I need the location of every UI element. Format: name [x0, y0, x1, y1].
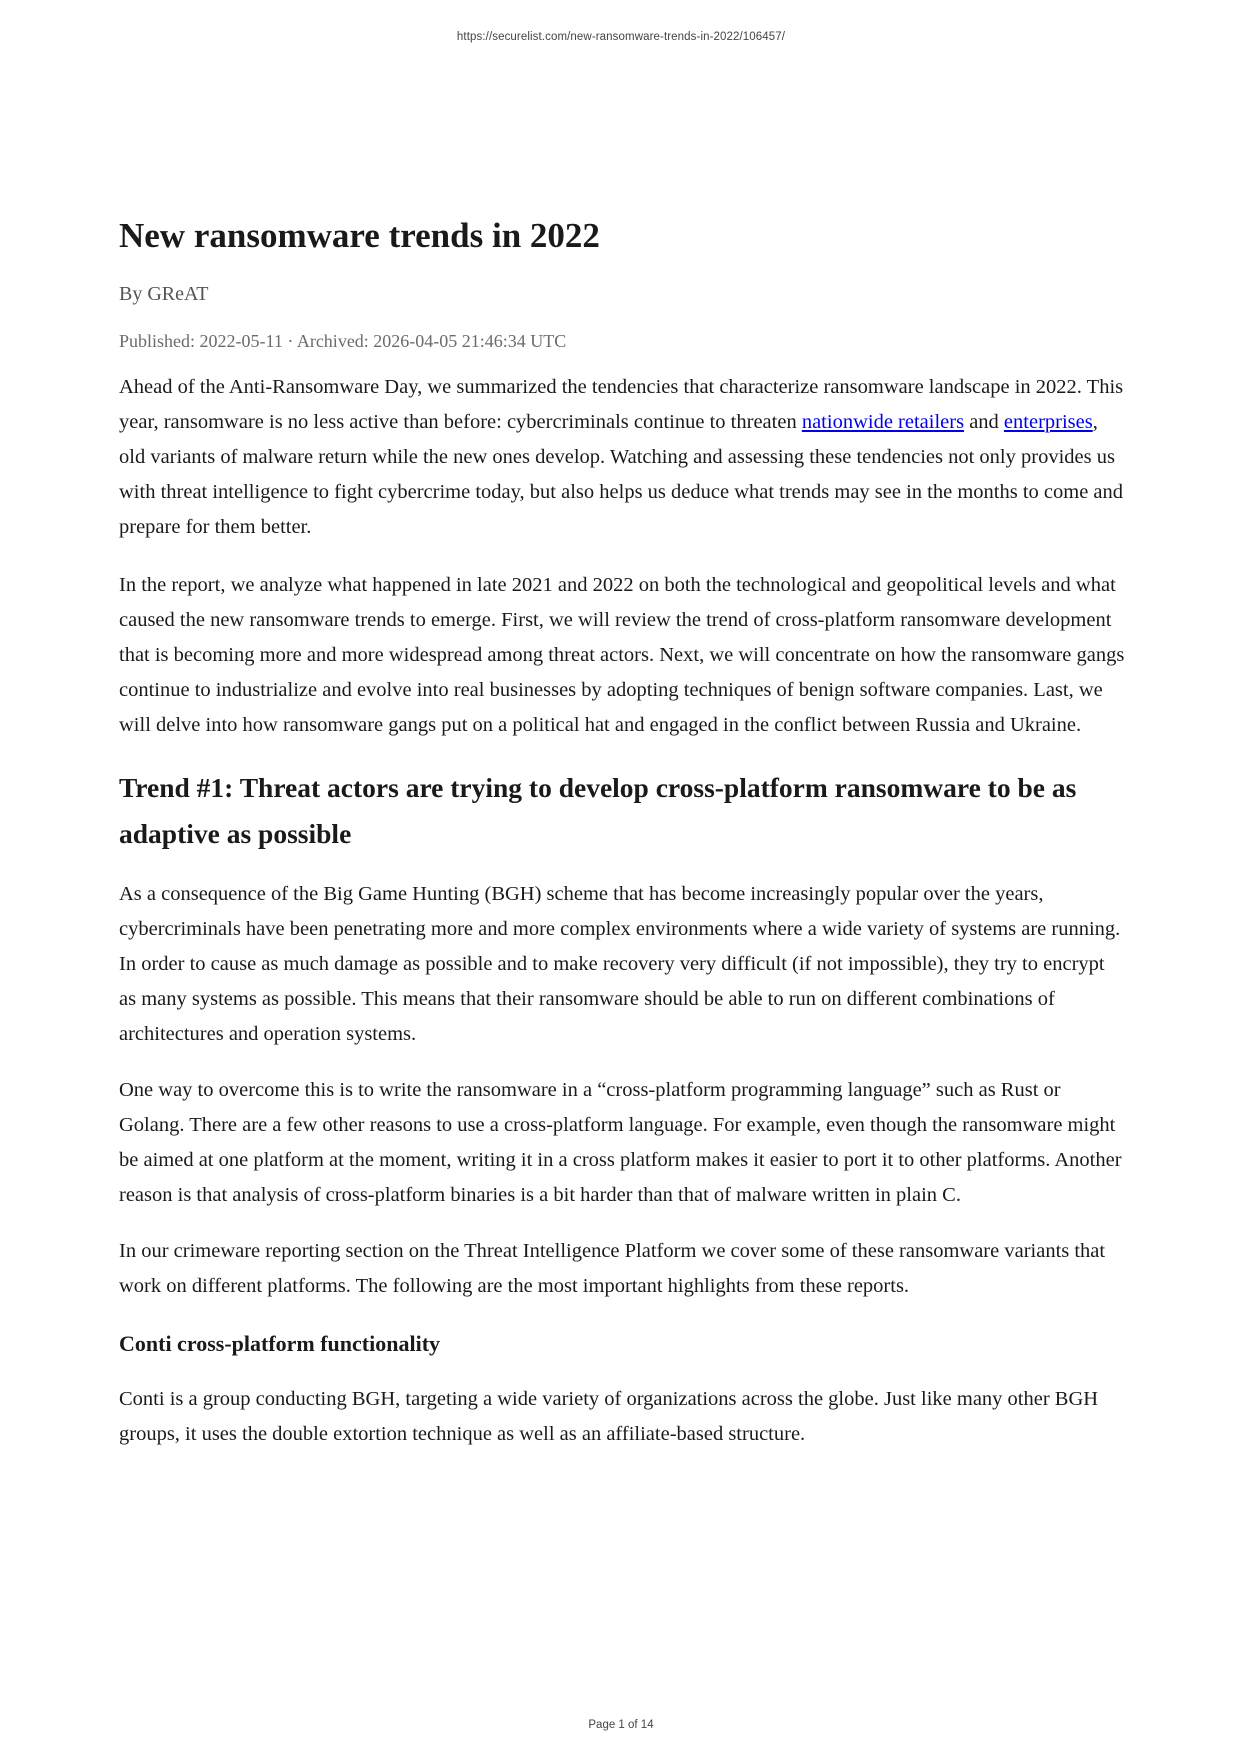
intro-text-1: Ahead of the Anti-Ransomware Day, we summarized the tendencies that characterize ransomware landscape in 2022. This year, ransomware is no less active than before: cybercriminals continue to threaten [119, 376, 1124, 433]
enterprises-link[interactable]: enterprises [1003, 411, 1093, 433]
conti-subheading: Conti cross-platform functionality [119, 1331, 441, 1356]
page-number: Page 1 of 14 [588, 1719, 654, 1731]
crimeware-reporting-paragraph: In our crimeware reporting section on the Threat Intelligence Platform we cover some of these ransomware variants that work on different platforms. The following are the most important highlights from these reports. [119, 1240, 1106, 1297]
article-byline: By GReAT [119, 283, 209, 305]
article [119, 212, 1125, 1452]
nationwide-retailers-link[interactable]: nationwide retailers [801, 411, 965, 433]
intro-paragraph [119, 370, 1125, 545]
trend-1-heading: Trend #1: Threat actors are trying to develop cross-platform ransomware to be as adaptive as possible [119, 772, 1077, 849]
conti-paragraph: Conti is a group conducting BGH, targeting a wide variety of organizations across the globe. Just like many other BGH groups, it uses the double extortion technique as well as an affiliate-based structure. [119, 1388, 1099, 1445]
article-title: New ransomware trends in 2022 [119, 216, 600, 255]
intro-text-2: and [964, 411, 1004, 433]
bgh-paragraph: As a consequence of the Big Game Hunting (BGH) scheme that has become increasingly popular over the years, cybercriminals have been penetrating more and more complex environments where a wide variety of systems are running. In order to cause as much damage as possible and to make recovery very difficult (if not impossible), they try to encrypt as many systems as possible. This means that their ransomware should be able to run on different combinations of architectures and operation systems. [119, 883, 1121, 1045]
intro-text-3: , old variants of malware return while the new ones develop. Watching and assessing these tendencies not only provides us with threat intelligence to fight cybercrime today, but also helps us deduce what trends may see in the months to come and prepare for them better. [119, 411, 1124, 538]
report-overview-paragraph: In the report, we analyze what happened in late 2021 and 2022 on both the technological and geopolitical levels and what caused the new ransomware trends to emerge. First, we will review the trend of cross-platform ransomware development that is becoming more and more widespread among threat actors. Next, we will concentrate on how the ransomware gangs continue to industrialize and evolve into real businesses by adopting techniques of benign software companies. Last, we will delve into how ransomware gangs put on a political hat and engaged in the conflict between Russia and Ukraine. [119, 574, 1125, 736]
article-meta: Published: 2022-05-11 · Archived: 2026-04-05 21:46:34 UTC [119, 331, 567, 351]
cross-platform-language-paragraph: One way to overcome this is to write the ransomware in a “cross-platform programming language” such as Rust or Golang. There are a few other reasons to use a cross-platform language. For example, even though the ransomware might be aimed at one platform at the moment, writing it in a cross platform makes it easier to port it to other platforms. Another reason is that analysis of cross-platform binaries is a bit harder than that of malware written in plain C. [119, 1079, 1122, 1206]
page-url-header: https://securelist.com/new-ransomware-trends-in-2022/106457/ [456, 31, 786, 43]
